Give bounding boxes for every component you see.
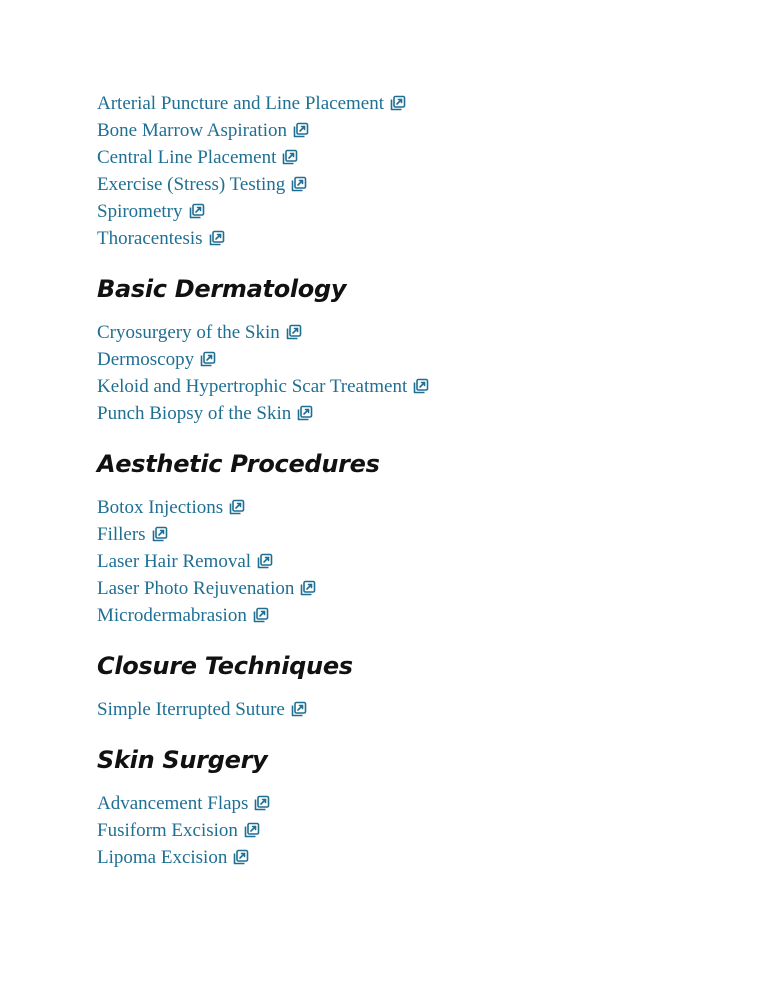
section-heading-basic-dermatology: Basic Dermatology [97,275,347,303]
procedure-link-sections [97,90,737,871]
link-label: Botox Injections [97,497,224,518]
list-item [97,790,737,817]
link-label: Exercise (Stress) Testing [97,174,286,195]
procedure-link[interactable] [97,174,307,195]
section-heading-aesthetic-procedures: Aesthetic Procedures [97,450,380,478]
link-label: Bone Marrow Aspiration [97,120,287,141]
external-link-icon [413,378,429,394]
procedure-link[interactable] [97,699,307,720]
procedure-link[interactable] [97,847,249,868]
procedure-link[interactable] [97,551,273,572]
procedure-link[interactable] [97,228,225,249]
external-link-icon [254,795,270,811]
link-label: Keloid and Hypertrophic Scar Treatment [97,376,408,397]
list-item [97,117,737,144]
list-item [97,494,737,521]
external-link-icon [152,526,168,542]
section-heading-skin-surgery: Skin Surgery [97,746,268,774]
procedure-link[interactable] [97,605,269,626]
section-spacer [97,307,737,319]
procedure-link[interactable] [97,93,406,114]
procedure-link[interactable] [97,147,298,168]
list-item [97,696,737,723]
external-link-icon [233,849,249,865]
procedure-link[interactable] [97,793,270,814]
link-label: Arterial Puncture and Line Placement [97,93,385,114]
list-item [97,346,737,373]
section-spacer [97,684,737,696]
list-item [97,521,737,548]
section-spacer [97,427,737,447]
closure-techniques-list [97,696,737,723]
external-link-icon [291,701,307,717]
procedure-link[interactable] [97,322,302,343]
external-link-icon [200,351,216,367]
procedure-link[interactable] [97,403,313,424]
section-spacer [97,778,737,790]
external-link-icon [244,822,260,838]
external-link-icon [300,580,316,596]
list-item [97,198,737,225]
external-link-icon [282,149,298,165]
list-item [97,575,737,602]
aesthetic-procedures-list [97,494,737,629]
external-link-icon [229,499,245,515]
list-item [97,144,737,171]
link-label: Cryosurgery of the Skin [97,322,280,343]
procedure-link[interactable] [97,524,168,545]
list-item [97,844,737,871]
list-item [97,548,737,575]
external-link-icon [293,122,309,138]
link-label: Dermoscopy [97,349,195,370]
procedure-link[interactable] [97,201,205,222]
link-label: Fillers [97,524,146,545]
link-label: Microdermabrasion [97,605,247,626]
list-item [97,400,737,427]
link-label: Thoracentesis [97,228,203,249]
external-link-icon [297,405,313,421]
link-label: Advancement Flaps [97,793,249,814]
external-link-icon [253,607,269,623]
external-link-icon [286,324,302,340]
list-item [97,171,737,198]
procedure-link[interactable] [97,120,309,141]
skin-surgery-list [97,790,737,871]
external-link-icon [209,230,225,246]
section-spacer [97,252,737,272]
procedure-link[interactable] [97,497,245,518]
list-item [97,817,737,844]
list-item [97,90,737,117]
procedure-link[interactable] [97,376,429,397]
link-label: Simple Iterrupted Suture [97,699,285,720]
list-item [97,319,737,346]
section-heading-closure-techniques: Closure Techniques [97,652,353,680]
external-link-icon [291,176,307,192]
link-label: Central Line Placement [97,147,277,168]
link-label: Spirometry [97,201,183,222]
section-spacer [97,723,737,743]
procedure-link[interactable] [97,349,216,370]
section-spacer [97,482,737,494]
list-item [97,225,737,252]
external-link-icon [189,203,205,219]
basic-dermatology-list [97,319,737,427]
link-label: Fusiform Excision [97,820,238,841]
external-link-icon [390,95,406,111]
link-label: Punch Biopsy of the Skin [97,403,292,424]
procedure-link[interactable] [97,578,316,599]
procedure-link[interactable] [97,820,260,841]
section-spacer [97,629,737,649]
link-label: Laser Hair Removal [97,551,252,572]
link-label: Lipoma Excision [97,847,228,868]
link-label: Laser Photo Rejuvenation [97,578,295,599]
external-link-icon [257,553,273,569]
list-item [97,373,737,400]
procedures-list [97,90,737,252]
list-item [97,602,737,629]
